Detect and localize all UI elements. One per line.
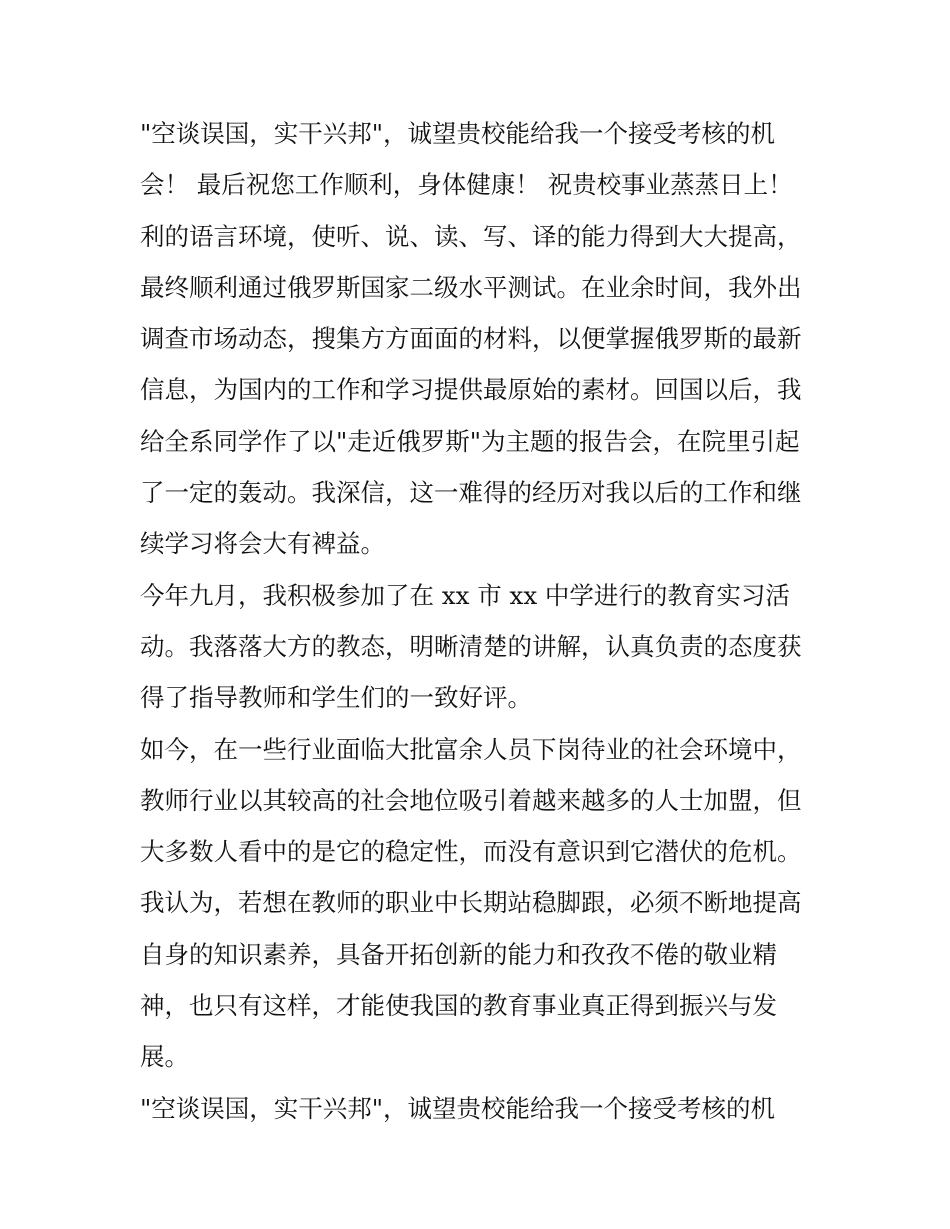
text-line: 续学习将会大有裨益。 [140,529,385,559]
text-line: 信息，为国内的工作和学习提供最原始的素材。回国以后，我 [140,375,802,405]
text-line: 神，也只有这样，才能使我国的教育事业真正得到振兴与发 [140,991,777,1021]
text-line: 利的语言环境，使听、说、读、写、译的能力得到大大提高， [140,221,802,251]
text-line: 动。我落落大方的教态，明晰清楚的讲解，认真负责的态度获 [140,631,802,661]
text-line: 最终顺利通过俄罗斯国家二级水平测试。在业余时间，我外出 [140,272,802,302]
text-line: "空谈误国，实干兴邦"，诚望贵校能给我一个接受考核的机 [140,1093,776,1123]
text-line: 得了指导教师和学生们的一致好评。 [140,683,532,713]
text-line: 了一定的轰动。我深信，这一难得的经历对我以后的工作和继 [140,478,802,508]
text-line: 如今，在一些行业面临大批富余人员下岗待业的社会环境中， [140,734,802,764]
text-line: 调查市场动态，搜集方方面面的材料，以便掌握俄罗斯的最新 [140,324,802,354]
text-line: 大多数人看中的是它的稳定性，而没有意识到它潜伏的危机。 [140,837,802,867]
document-body [140,108,820,1134]
text-line: 今年九月，我积极参加了在 xx 市 xx 中学进行的教育实习活 [140,580,790,610]
text-line: 我认为，若想在教师的职业中长期站稳脚跟，必须不断地提高 [140,888,802,918]
text-line: 会！ 最后祝您工作顺利，身体健康！ 祝贵校事业蒸蒸日上！ [140,170,793,200]
text-line: 展。 [140,1042,189,1072]
text-line: 给全系同学作了以"走近俄罗斯"为主题的报告会，在院里引起 [140,426,800,456]
text-line: "空谈误国，实干兴邦"，诚望贵校能给我一个接受考核的机 [140,119,776,148]
text-line: 自身的知识素养，具备开拓创新的能力和孜孜不倦的敬业精 [140,939,777,969]
text-line: 教师行业以其较高的社会地位吸引着越来越多的人士加盟，但 [140,785,802,815]
